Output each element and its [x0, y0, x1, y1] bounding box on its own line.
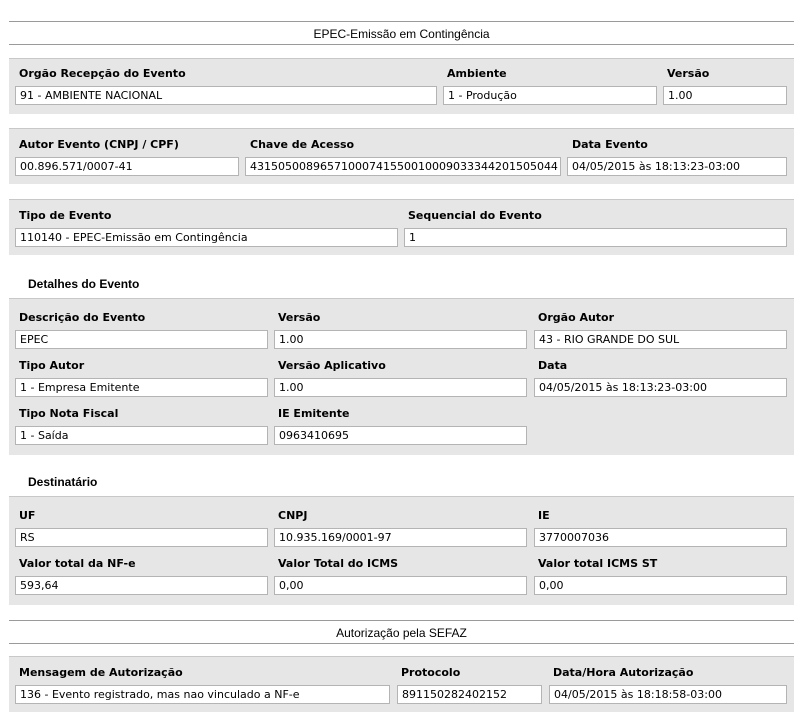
sequencial-label: Sequencial do Evento — [408, 209, 542, 222]
ie-emitente-label: IE Emitente — [278, 407, 350, 420]
tipo-autor-field: 1 - Empresa Emitente — [15, 378, 268, 397]
autor-evento-field: 00.896.571/0007-41 — [15, 157, 239, 176]
chave-acesso-label: Chave de Acesso — [250, 138, 355, 151]
ambiente-field: 1 - Produção — [443, 86, 657, 105]
descricao-evento-field: EPEC — [15, 330, 268, 349]
mensagem-autorizacao-label: Mensagem de Autorização — [19, 666, 183, 679]
data-hora-autorizacao-field: 04/05/2015 às 18:18:58-03:00 — [549, 685, 787, 704]
descricao-evento-label: Descrição do Evento — [19, 311, 146, 324]
chave-acesso-field: 43150500896571000741550010009033344201505044 — [245, 157, 561, 176]
detalhes-versao-label: Versão — [278, 311, 321, 324]
protocolo-label: Protocolo — [401, 666, 461, 679]
valor-nfe-label: Valor total da NF-e — [19, 557, 136, 570]
mensagem-autorizacao-field: 136 - Evento registrado, mas nao vinculado a NF-e — [15, 685, 390, 704]
uf-label: UF — [19, 509, 36, 522]
versao-aplicativo-field: 1.00 — [274, 378, 527, 397]
destinatario-heading: Destinatário — [28, 475, 98, 489]
cnpj-field: 10.935.169/0001-97 — [274, 528, 527, 547]
valor-icms-st-label: Valor total ICMS ST — [538, 557, 658, 570]
autor-evento-label: Autor Evento (CNPJ / CPF) — [19, 138, 179, 151]
data-hora-autorizacao-label: Data/Hora Autorização — [553, 666, 694, 679]
detalhes-versao-field: 1.00 — [274, 330, 527, 349]
valor-icms-field: 0,00 — [274, 576, 527, 595]
ie-emitente-field: 0963410695 — [274, 426, 527, 445]
tipo-evento-label: Tipo de Evento — [19, 209, 112, 222]
valor-icms-st-field: 0,00 — [534, 576, 787, 595]
tipo-nota-field: 1 - Saída — [15, 426, 268, 445]
valor-nfe-field: 593,64 — [15, 576, 268, 595]
data-evento-label: Data Evento — [572, 138, 648, 151]
cnpj-label: CNPJ — [278, 509, 308, 522]
protocolo-field: 891150282402152 — [397, 685, 542, 704]
autorizacao-section-title: Autorização pela SEFAZ — [9, 620, 794, 644]
orgao-autor-label: Orgão Autor — [538, 311, 615, 324]
versao-label: Versão — [667, 67, 710, 80]
orgao-autor-field: 43 - RIO GRANDE DO SUL — [534, 330, 787, 349]
sequencial-field: 1 — [404, 228, 787, 247]
valor-icms-label: Valor Total do ICMS — [278, 557, 399, 570]
tipo-autor-label: Tipo Autor — [19, 359, 85, 372]
versao-aplicativo-label: Versão Aplicativo — [278, 359, 386, 372]
data-label: Data — [538, 359, 568, 372]
ambiente-label: Ambiente — [447, 67, 507, 80]
orgao-recepcao-field: 91 - AMBIENTE NACIONAL — [15, 86, 437, 105]
ie-field: 3770007036 — [534, 528, 787, 547]
detalhes-heading: Detalhes do Evento — [28, 277, 140, 291]
orgao-recepcao-label: Orgão Recepção do Evento — [19, 67, 186, 80]
data-evento-field: 04/05/2015 às 18:13:23-03:00 — [567, 157, 787, 176]
tipo-evento-field: 110140 - EPEC-Emissão em Contingência — [15, 228, 398, 247]
epec-section-title: EPEC-Emissão em Contingência — [9, 21, 794, 45]
versao-field: 1.00 — [663, 86, 787, 105]
ie-label: IE — [538, 509, 550, 522]
uf-field: RS — [15, 528, 268, 547]
tipo-nota-label: Tipo Nota Fiscal — [19, 407, 119, 420]
data-field: 04/05/2015 às 18:13:23-03:00 — [534, 378, 787, 397]
